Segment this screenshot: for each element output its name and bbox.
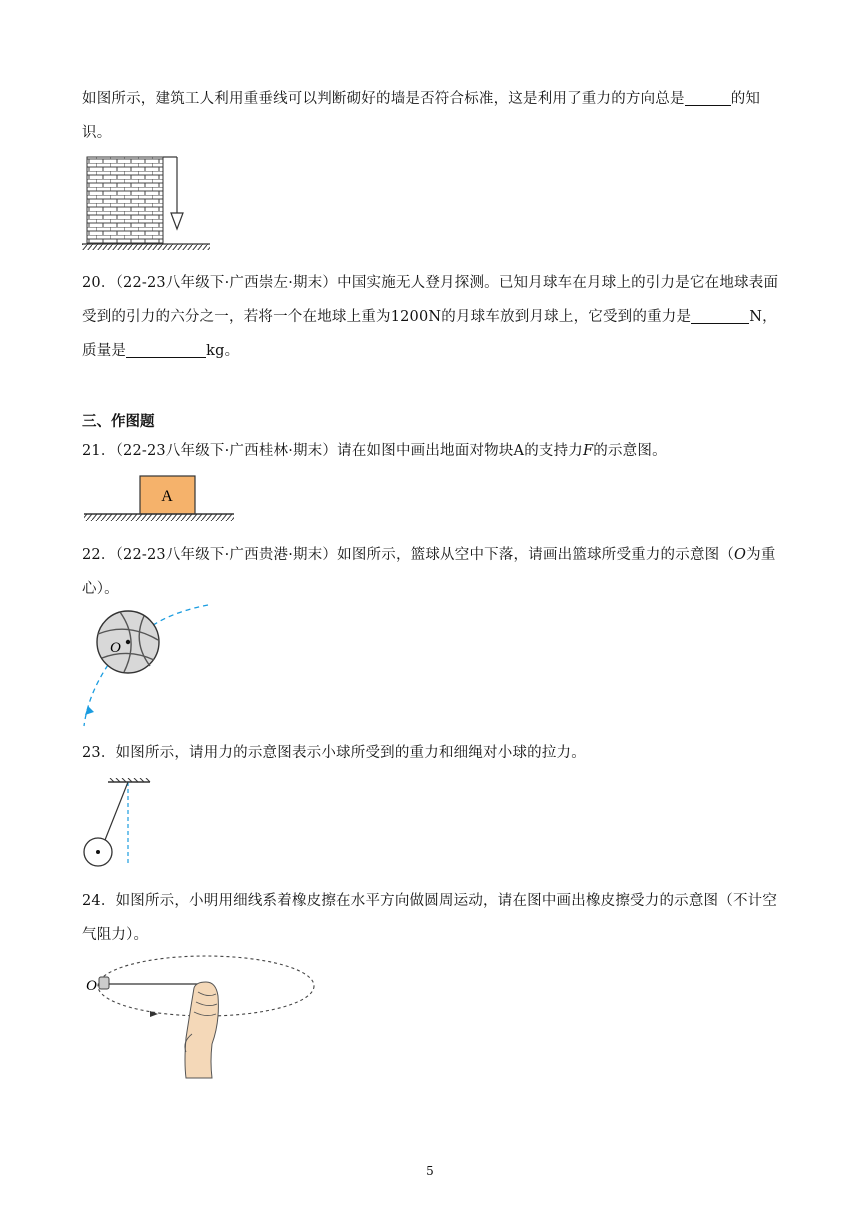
q24-number: 24． [82, 893, 116, 909]
q20-weight-blank[interactable] [691, 307, 749, 324]
eraser-circular-motion-figure[interactable] [82, 952, 322, 1084]
question-23-text [82, 736, 782, 770]
q19-answer-blank[interactable] [685, 89, 731, 106]
plumb-bob [171, 213, 183, 229]
q19-text-before: 如图所示，建筑工人利用重垂线可以判断砌好的墙是否符合标准，这是利用了重力的方向总是 [82, 91, 685, 107]
block-a-figure[interactable] [82, 472, 242, 524]
center-label: O [110, 640, 121, 656]
brick-wall-figure [82, 155, 212, 255]
string [105, 782, 128, 840]
section-title: 三、作图题 [82, 414, 155, 430]
ball-center-dot [96, 850, 100, 854]
question-21-text [82, 434, 782, 468]
basketball-figure[interactable] [80, 600, 215, 732]
question-19-text [82, 82, 782, 150]
q21-force-var: F [583, 443, 594, 459]
q20-mass-blank[interactable] [126, 341, 206, 358]
q20-text-before: 中国实施无人登月探测。已知月球车在月球上的引力是它在地球表面受到的引力的六分之一，若将一个在地球上重为1200N的月球车放到月球上，它受到的重力是 [82, 275, 779, 325]
path-arrow-icon [85, 706, 94, 715]
q21-source: （22-23八年级下·广西桂林·期末） [115, 443, 338, 459]
q22-source: （22-23八年级下·广西贵港·期末） [115, 547, 338, 563]
question-20-text [82, 266, 782, 368]
ground-hatch [82, 244, 210, 250]
q22-text-before: 如图所示，篮球从空中下落，请画出篮球所受重力的示意图（ [337, 547, 735, 563]
q20-text-after: kg。 [206, 343, 240, 359]
q21-number: 21． [82, 443, 116, 459]
q20-source: （22-23八年级下·广西崇左·期末） [115, 275, 338, 291]
q21-text-after: 的示意图。 [593, 443, 667, 459]
eraser [99, 977, 109, 989]
q21-text-before: 请在如图中画出地面对物块A的支持力 [337, 443, 584, 459]
question-24-text [82, 884, 782, 952]
page-number: 5 [426, 1164, 434, 1178]
question-22-text [82, 538, 782, 606]
q19-text-after: 的知识。 [82, 91, 761, 141]
q22-text-after: 为重心）。 [82, 547, 776, 597]
q23-number: 23． [82, 745, 116, 761]
q23-text: 如图所示，请用力的示意图表示小球所受到的重力和细绳对小球的拉力。 [115, 745, 586, 761]
brick-wall [87, 157, 163, 243]
hand-icon [185, 982, 219, 1078]
q20-number: 20． [82, 275, 116, 291]
center-of-gravity-dot [126, 640, 130, 644]
q22-center-var: O [734, 547, 747, 563]
block-a-label: A [161, 488, 173, 505]
q24-text: 如图所示，小明用细线系着橡皮擦在水平方向做圆周运动，请在图中画出橡皮擦受力的示意图（不计空气阻力）。 [82, 893, 778, 943]
q20-text-mid: N，质量是 [82, 309, 777, 359]
eraser-label: O [86, 978, 97, 994]
fall-path-lower [84, 665, 108, 726]
q22-number: 22． [82, 547, 116, 563]
pendulum-figure[interactable] [80, 778, 160, 870]
ground-hatch [84, 514, 234, 521]
